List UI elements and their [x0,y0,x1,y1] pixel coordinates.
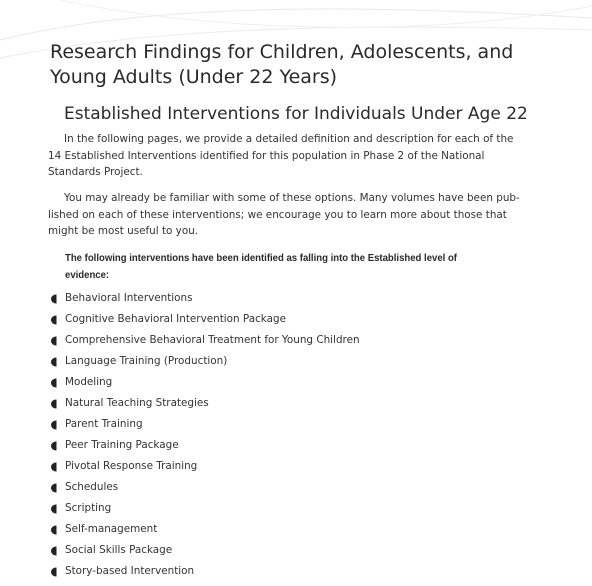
half-circle-bullet-icon [49,357,57,367]
half-circle-bullet-icon [49,525,57,535]
list-item-label: Natural Teaching Strategies [65,397,209,409]
page-title: Research Findings for Children, Adolescents, and Young Adults (Under 22 Years) [50,41,514,88]
half-circle-bullet-icon [49,336,57,346]
half-circle-bullet-icon [49,294,57,304]
list-item [0,499,540,520]
list-item-label: Behavioral Interventions [65,292,193,304]
list-item-label: Peer Training Package [65,439,179,451]
list-item-label: Schedules [65,481,119,493]
familiar-paragraph-text: You may already be familiar with some of these options. Many volumes have been pub-lished on each of these interventions; we encourage you to learn more about those that might be most useful to you. [48,192,520,237]
half-circle-bullet-icon [49,420,57,430]
intro-paragraph [48,131,528,181]
half-circle-bullet-icon [49,378,57,388]
list-item [0,289,540,310]
list-item-label: Parent Training [65,418,143,430]
list-item-label: Social Skills Package [65,544,173,556]
intro-paragraph-text: In the following pages, we provide a detailed definition and description for each of the 14 Established Interventions identified for this population in Phase 2 of the National Standards Project. [48,133,514,178]
list-item [0,415,540,436]
half-circle-bullet-icon [49,462,57,472]
list-item [0,394,540,415]
list-item-label: Cognitive Behavioral Intervention Package [65,313,286,325]
familiar-paragraph [48,190,528,240]
list-item [0,352,540,373]
list-item-label: Pivotal Response Training [65,460,198,472]
half-circle-bullet-icon [49,315,57,325]
list-item [0,436,540,457]
list-item-label: Story-based Intervention [65,565,195,577]
half-circle-bullet-icon [49,546,57,556]
half-circle-bullet-icon [49,441,57,451]
list-item-label: Modeling [65,376,113,388]
list-item [0,373,540,394]
list-item [0,562,540,583]
list-item [0,457,540,478]
list-item [0,541,540,562]
list-lead-in: The following interventions have been identified as falling into the Established level of evidence: [65,253,457,281]
list-item [0,310,540,331]
half-circle-bullet-icon [49,567,57,577]
section-title: Established Interventions for Individuals Under Age 22 [64,104,528,124]
half-circle-bullet-icon [49,483,57,493]
list-item-label: Language Training (Production) [65,355,228,367]
interventions-list [0,289,540,583]
list-item [0,478,540,499]
list-item [0,331,540,352]
half-circle-bullet-icon [49,399,57,409]
half-circle-bullet-icon [49,504,57,514]
list-item-label: Self-management [65,523,158,535]
list-item [0,520,540,541]
list-item-label: Scripting [65,502,112,514]
list-item-label: Comprehensive Behavioral Treatment for Young Children [65,334,360,346]
